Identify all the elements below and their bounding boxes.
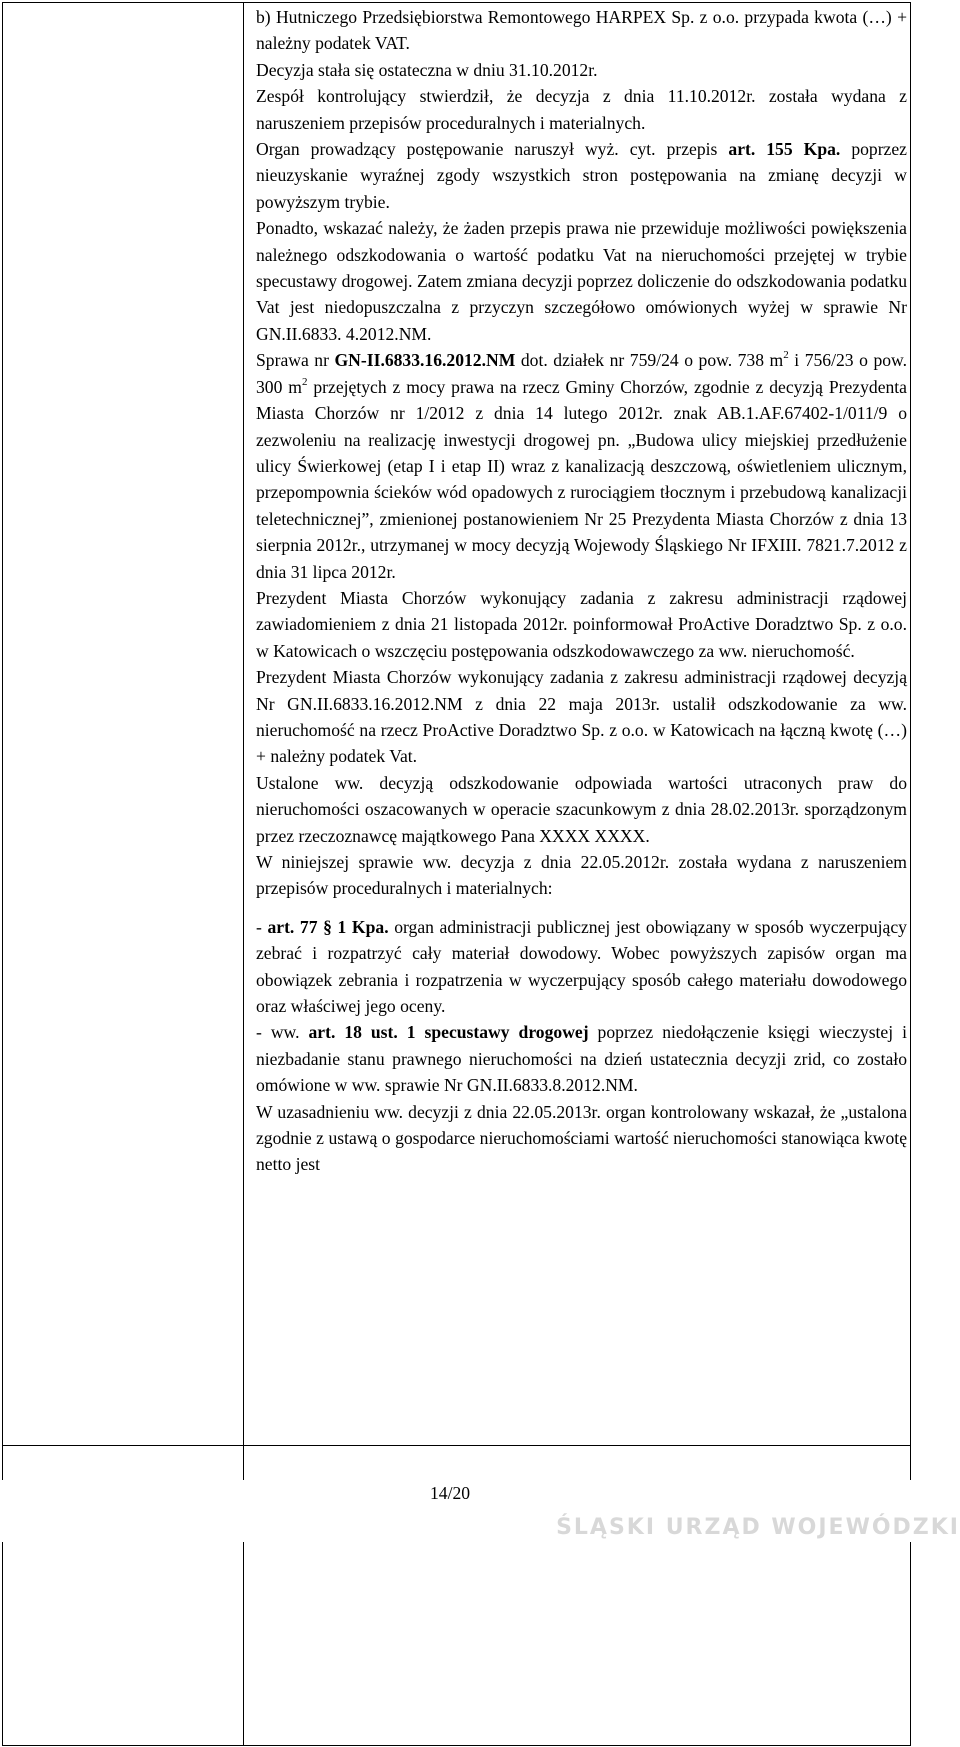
- legal-reference: art. 77: [267, 916, 324, 937]
- paragraph: [256, 1019, 907, 1098]
- legal-reference: art. 155 Kpa.: [728, 139, 841, 160]
- watermark: ŚLĄSKI URZĄD WOJEWÓDZKI: [556, 1515, 960, 1540]
- text-run: poprzez niedołączenie księgi wieczystej i niezbadanie stanu prawnego nieruchomości na dzień ustatecznia decyzji zrid, co zostało omówione w ww. sprawie Nr GN.II.6833.8.2012.NM.: [256, 1022, 907, 1096]
- text-run: przejętych z mocy prawa na rzecz Gminy Chorzów, zgodnie z decyzją Prezydenta Miasta Chorzów nr 1/2012 z dnia 14 lutego 2012r. znak AB.1.AF.67402-1/011/9 o zezwoleniu na realizację inwestycji drogowej pn. „Budowa ulicy miejskiej przedłużenie ulicy Świerkowej (etap I i etap II) wraz z kanalizacją deszczową, oświetleniem ulicznym, przepompownia ścieków wód opadowych z rurociągiem tłocznym i przebudową kanalizacji teletechnicznej”, zmienionej postanowieniem Nr 25 Prezydenta Miasta Chorzów z dnia 13 sierpnia 2012r., utrzymanej w mocy decyzją Wojewody Śląskiego Nr IFXIII. 7821.7.2012 z dnia 31 lipca 2012r.: [256, 376, 907, 582]
- paragraph: W uzasadnieniu ww. decyzji z dnia 22.05.2013r. organ kontrolowany wskazał, że „ustalona zgodnie z ustawą o gospodarce nieruchomościami wartość nieruchomości stanowiąca kwotę netto jest: [256, 1101, 907, 1175]
- text-run: i 756/23 o pow. 300 m: [256, 350, 908, 397]
- legal-reference: art. 18 ust. 1 specustawy drogowej: [308, 1022, 589, 1043]
- superscript: 2: [783, 349, 789, 362]
- text-run: - ww.: [256, 1022, 309, 1043]
- paragraph: Zespół kontrolujący stwierdził, że decyzja z dnia 11.10.2012r. została wydana z naruszeniem przepisów proceduralnych i materialnych.: [256, 86, 907, 133]
- table-bottom-border: [2, 1445, 911, 1446]
- paragraph: W niniejszej sprawie ww. decyzja z dnia 22.05.2012r. została wydana z naruszeniem przepisów proceduralnych i materialnych:: [256, 852, 907, 899]
- text-run: dot. działek nr 759/24 o pow. 738 m: [515, 350, 784, 371]
- text-run: poprzez nieuzyskanie wyraźnej zgody wszystkich stron postępowania na zmianę decyzji w powyższym trybie.: [256, 139, 907, 212]
- legal-reference: 1 Kpa.: [337, 916, 389, 937]
- paragraph: Decyzja stała się ostateczna w dniu 31.10.2012r.: [256, 59, 598, 80]
- page-number: 14/20: [430, 1483, 471, 1503]
- paragraph: b) Hutniczego Przedsiębiorstwa Remontowego HARPEX Sp. z o.o. przypada kwota (…) + należny podatek VAT.: [256, 7, 907, 54]
- spacer: [256, 902, 907, 914]
- case-number: GN-II.6833.16.2012.NM: [334, 350, 516, 371]
- paragraph: Prezydent Miasta Chorzów wykonujący zadania z zakresu administracji rządowej decyzją Nr GN.II.6833.16.2012.NM z dnia 22 maja 2013r. ustalił odszkodowanie za ww. nieruchomość na rzecz ProActive Doradztwo Sp. z o.o. w Katowicach na łączną kwotę (…) + należny podatek Vat.: [256, 667, 907, 767]
- superscript: 2: [301, 375, 308, 388]
- paragraph: Ponadto, wskazać należy, że żaden przepis prawa nie przewiduje możliwości powiększenia należnego odszkodowania o wartość podatku Vat na nieruchomości przejętej w trybie specustawy drogowej. Zatem zmiana decyzji poprzez doliczenie do odszkodowania podatku Vat jest niedopuszczalna z przyczyn szczegółowo omówionych wyżej w sprawie Nr GN.II.6833. 4.2012.NM.: [256, 218, 907, 344]
- text-run: Organ prowadzący postępowanie naruszył wyż. cyt. przepis: [256, 139, 718, 160]
- text-run: Sprawa nr: [256, 350, 335, 371]
- paragraph: Ustalone ww. decyzją odszkodowanie odpowiada wartości utraconych praw do nieruchomości oszacowanych w operacie szacunkowym z dnia 28.02.2013r. sporządzonym przez rzeczoznawcę majątkowego Pana XXXX XXXX.: [256, 772, 907, 846]
- section-sign-icon: §: [323, 916, 332, 937]
- paragraph: [256, 347, 907, 585]
- text-run: -: [256, 916, 268, 937]
- paragraph: Prezydent Miasta Chorzów wykonujący zadania z zakresu administracji rządowej zawiadomieniem z dnia 21 listopada 2012r. poinformował ProActive Doradztwo Sp. z o.o. w Katowicach o wszczęciu postępowania odszkodowawczego za ww. nieruchomość.: [256, 587, 907, 661]
- paragraph: [256, 136, 907, 215]
- text-run: organ administracji publicznej jest obowiązany w sposób wyczerpujący zebrać i rozpatrzyć cały materiał dowodowy. Wobec powyższych zapisów organ ma obowiązek zebrania i rozpatrzenia w wyczerpujący sposób całego materiału dowodowego oraz właściwej jego oceny.: [256, 916, 907, 1017]
- paragraph: [256, 914, 907, 1020]
- document-body: [256, 4, 907, 1178]
